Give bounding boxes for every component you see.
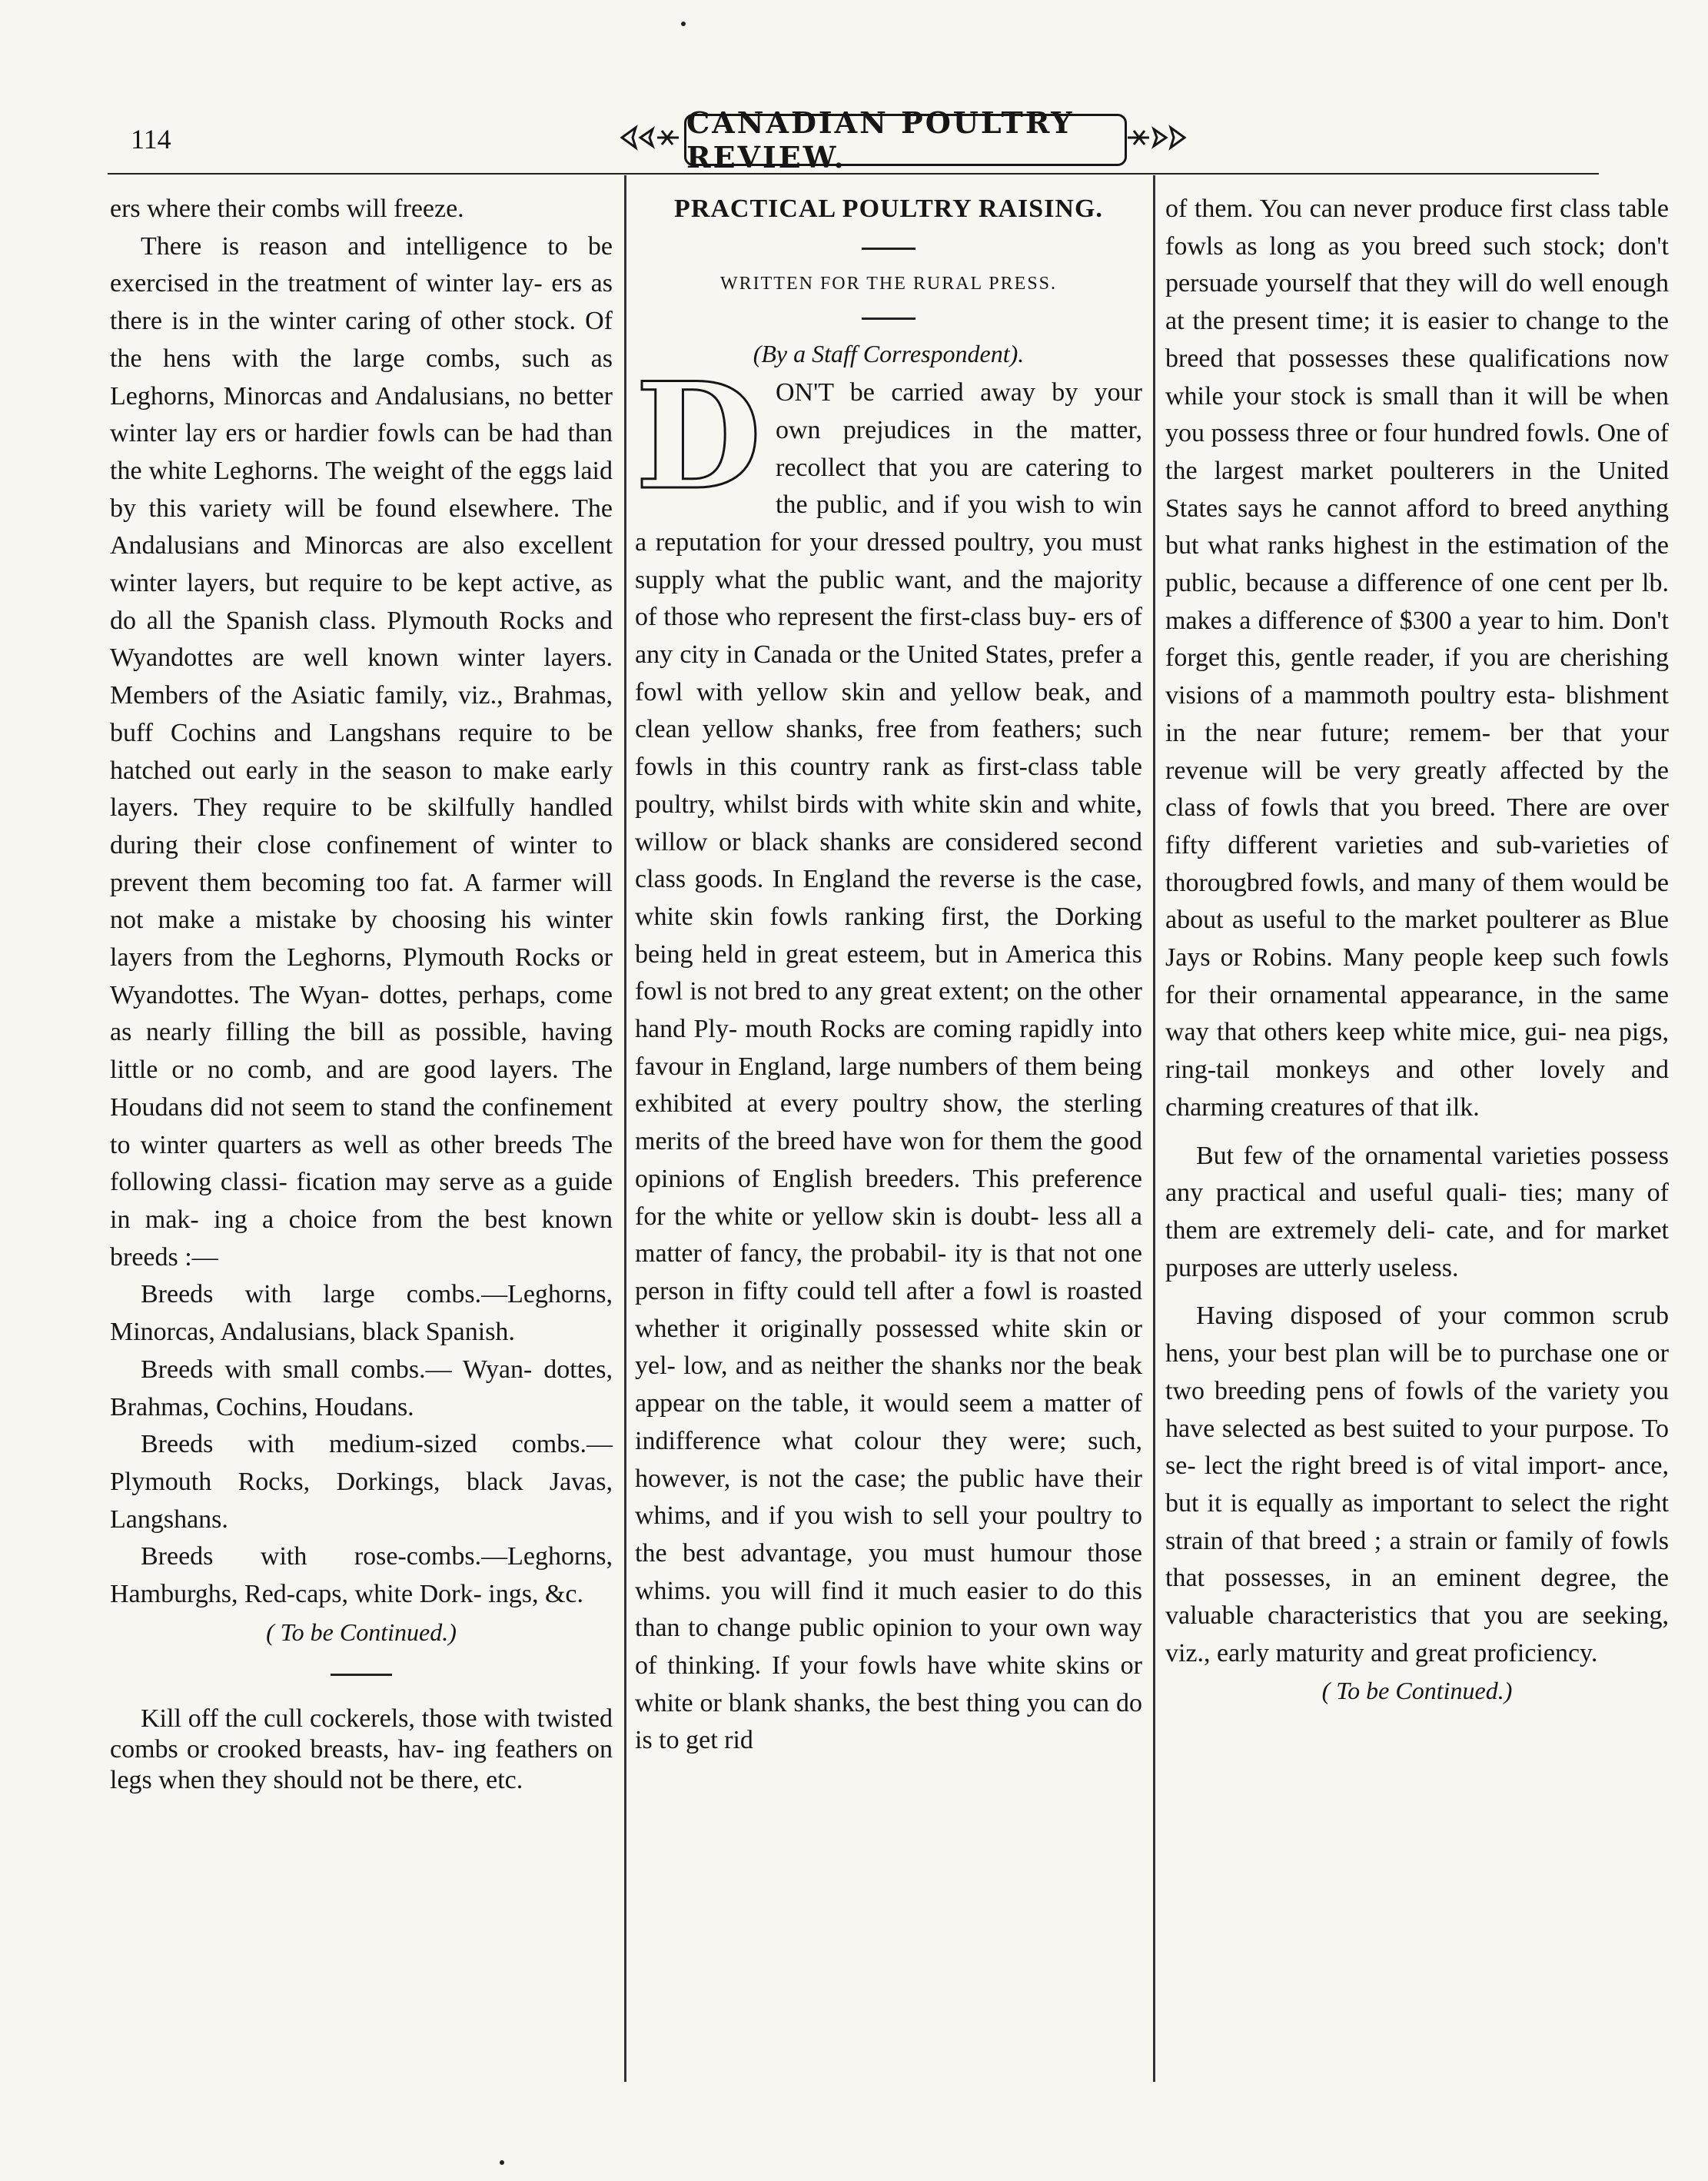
paragraph: ers where their combs will freeze. <box>110 194 464 223</box>
column-rule-right <box>1153 175 1155 2082</box>
column-middle <box>635 191 1142 1760</box>
drop-cap: D <box>635 351 762 523</box>
column-right <box>1165 191 1669 1710</box>
section-divider <box>331 1674 392 1676</box>
column-left <box>110 191 613 1796</box>
paragraph: There is reason and intelligence to be exercised in the treatment of winter lay- ers as there is in the winter caring of other stock. Of the hens with the large combs, such as Leghorns, Minorcas and Andalusians, no better winter lay ers or hardier fowls can be had than the white Leghorns. The weight of the eggs laid by this variety will be found elsewhere. The Andalusians and Minorcas are also excellent winter layers, but require to be kept active, as do all the Spanish class. Plymouth Rocks and Wyandottes are well known winter layers. Members of the Asiatic family, viz., Brahmas, buff Cochins and Langshans require to be hatched out early in the season to make early layers. They require to be skilfully handled during their close confinement of winter to prevent them becoming too fat. A farmer will not make a mistake by choosing his winter layers from the Leghorns, Plymouth Rocks or Wyandottes. The Wyan- dottes, perhaps, come as nearly filling the bill as possible, having little or no comb, and are good layers. The Houdans did not seem to stand the confinement to winter quarters as well as other breeds The following classi- fication may serve as a guide in mak- ing a choice from the best known breeds :— <box>110 231 613 1272</box>
ink-speck <box>681 22 686 26</box>
paragraph: of them. You can never produce first class table fowls as long as you breed such stock; don't persuade yourself that they will do well enough at the present time; it is easier to change to the breed that possesses these qualifications now while your stock is small than it will be when you possess three or four hundred fowls. One of the largest market poulterers in the United States says he cannot afford to breed anything but what ranks highest in the estimation of the public, because a difference of one cent per lb. makes a difference of $300 a year to him. Don't forget this, gentle reader, if you are cherishing visions of a mammoth poultry esta- blishment in the near future; remem- ber that your revenue will be very greatly affected by the class of fowls that you breed. There are over fifty different varieties and sub-varieties of thorougbred fowls, and many of them would be about as useful to the market poulterer as Blue Jays or Robins. Many people keep such fowls for their ornamental appearance, in the same way that others keep white mice, gui- nea pigs, ring-tail monkeys and other lovely and charming creatures of that ilk. <box>1165 194 1669 1122</box>
page-number: 114 <box>131 124 171 155</box>
title-divider <box>862 248 915 250</box>
column-rule-left <box>624 175 626 2082</box>
header-rule <box>108 173 1599 175</box>
ink-speck <box>500 2160 504 2165</box>
paragraph: But few of the ornamental varieties possess any practical and useful quali- ties; many of them are extremely deli- cate, and for market purposes are utterly useless. <box>1165 1141 1669 1282</box>
right-ornament-icon <box>1126 121 1188 154</box>
paragraph: Having disposed of your common scrub hens, your best plan will be to purchase one or two breeding pens of fowls of the variety you have selected as best suited to your purpose. To se- lect the right breed is of vital import- ance, but it is equally as important to select the right strain of that breed ; a strain or family of fowls that possesses, in an eminent degree, the valuable characteristics that you are seeking, viz., early maturity and great proficiency. <box>1165 1302 1669 1667</box>
left-ornament-icon <box>619 121 680 154</box>
breed-list-item: Breeds with large combs.—Leghorns, Minorcas, Andalusians, black Spanish. <box>110 1280 613 1347</box>
title-divider <box>862 318 915 320</box>
article-subtitle: WRITTEN FOR THE RURAL PRESS. <box>719 273 1058 294</box>
article-title: PRACTICAL POULTRY RAISING. <box>674 194 1103 223</box>
masthead <box>619 105 1188 175</box>
paragraph: Kill off the cull cockerels, those with twisted combs or crooked breasts, hav- ing feathers on legs when they should not be there, etc. <box>110 1704 613 1795</box>
continued-note: ( To be Continued.) <box>266 1617 457 1646</box>
breed-list-item: Breeds with rose-combs.—Leghorns, Hamburghs, Red-caps, white Dork- ings, &c. <box>110 1542 613 1609</box>
byline: (By a Staff Correspondent). <box>753 340 1025 368</box>
paragraph: ON'T be carried away by your own prejudices in the matter, recollect that you are catering to the public, and if you wish to win a reputation for your dressed poultry, you must supply what the public want, and the majority of those who represent the first-class buy- ers of any city in Canada or the United States, prefer a fowl with yellow skin and yellow beak, and clean yellow shanks, free from feathers; such fowls in this country rank as first-class table poultry, whilst birds with white skin and white, willow or black shanks are considered second class goods. In England the reverse is the case, white skin fowls ranking first, the Dorking being held in great esteem, but in America this fowl is not bred to any great extent; on the other hand Ply- mouth Rocks are coming rapidly into favour in England, large numbers of them being exhibited at every poultry show, the sterling merits of the breed have won for them the good opinions of English breeders. This preference for the white or yellow skin is doubt- less all a matter of fancy, the probabil- ity is that not one person in fifty could tell after a fowl is roasted whether it originally possessed white skin or yel- low, and as neither the shanks nor the beak appear on the table, it would seem a matter of indifference what colour they were; such, however, is not the case; the public have their whims, and if you wish to sell your poultry to the best advantage, you must humour those whims. you will find it much easier to do this than to change public opinion to your own way of thinking. If your fowls have white skins or white or blank shanks, the best thing you can do is to get rid <box>635 378 1142 1755</box>
breed-list-item: Breeds with small combs.— Wyan- dottes, Brahmas, Cochins, Houdans. <box>110 1355 613 1421</box>
breed-list-item: Breeds with medium-sized combs.— Plymouth Rocks, Dorkings, black Javas, Langshans. <box>110 1430 613 1534</box>
masthead-title: CANADIAN POULTRY REVIEW. <box>684 114 1127 166</box>
continued-note: ( To be Continued.) <box>1321 1677 1513 1705</box>
